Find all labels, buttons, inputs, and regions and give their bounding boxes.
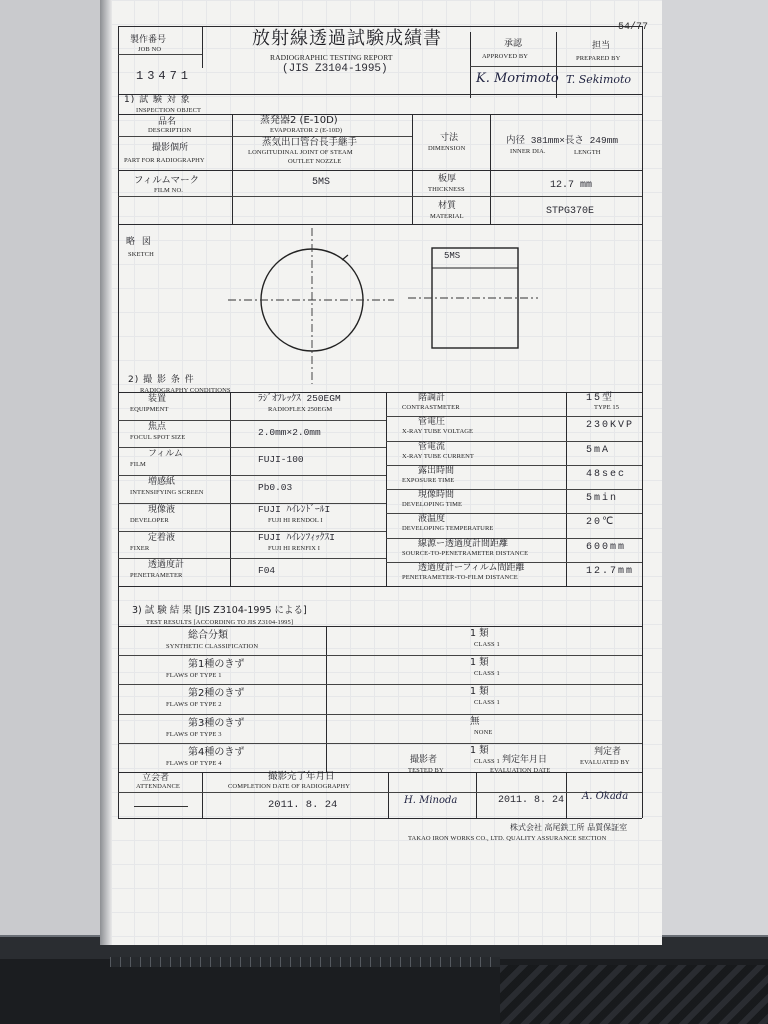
condition-label-jp: 線源ー透過度計間距離 (418, 538, 509, 549)
attendance-label-en: ATTENDANCE (136, 783, 180, 790)
condition-label-en: EQUIPMENT (130, 406, 169, 413)
film-mark-label-jp: フィルムマーク (134, 175, 200, 186)
row-divider (118, 655, 642, 656)
approved-label-jp: 承認 (504, 39, 523, 49)
description-label-en: DESCRIPTION (148, 127, 192, 134)
report-title-en: RADIOGRAPHIC TESTING REPORT (270, 53, 393, 62)
section1-title-jp: 1) 試 験 対 象 (124, 95, 191, 105)
result-label-jp: 第2種のきず (188, 688, 245, 700)
row-divider (118, 743, 642, 744)
attendance-blank (134, 806, 188, 807)
condition-label-en: DEVELOPING TIME (402, 501, 463, 508)
job-no-value: 13471 (136, 69, 193, 83)
result-label-en: FLAWS OF TYPE 3 (166, 730, 222, 738)
report-title-jp: 放射線透過試験成績書 (252, 28, 442, 49)
inner-dia-label: INNER DIA. (510, 148, 546, 155)
condition-label-en: FILM (130, 461, 146, 469)
result-label-en: FLAWS OF TYPE 1 (166, 672, 222, 680)
result-value-jp: 1 類 (470, 657, 489, 669)
condition-label-en: CONTRASTMETER (402, 404, 460, 411)
condition-value: ﾗｼﾞｵﾌﾚｯｸｽ 250EGM (258, 393, 341, 404)
description-label-jp: 品名 (158, 117, 177, 127)
condition-value-en: RADIOFLEX 250EGM (268, 406, 333, 413)
page-number: 54/77 (618, 22, 649, 33)
section3-title-jp: 3) 試 験 結 果 [JIS Z3104-1995 による] (132, 605, 307, 616)
part-value-jp: 蒸気出口管台長手継手 (262, 137, 358, 148)
condition-value: FUJI ﾊｲﾚﾝﾌｨｯｸｽI (258, 531, 335, 543)
tested-label-jp: 撮影者 (410, 755, 438, 765)
condition-label-en: INTENSIFYING SCREEN (130, 489, 204, 497)
condition-label-jp: 定着液 (148, 532, 176, 543)
condition-label-en: X-RAY TUBE CURRENT (402, 452, 474, 460)
row-divider (118, 475, 386, 476)
result-label-jp: 第3種のきず (188, 717, 245, 729)
condition-label-en: DEVELOPER (130, 516, 169, 524)
condition-label-jp: 透過度計ーフィルム間距離 (418, 562, 525, 573)
result-label-jp: 総合分類 (188, 630, 228, 641)
prepared-label-jp: 担当 (592, 41, 611, 51)
thickness-label-jp: 板厚 (438, 174, 457, 184)
evaluated-signature: A. Okada (582, 791, 629, 802)
attendance-label-jp: 立会者 (142, 773, 170, 783)
prepared-signature: T. Sekimoto (566, 73, 632, 86)
condition-label-jp: 焦点 (148, 421, 167, 432)
result-value-en: CLASS 1 (474, 670, 500, 678)
sketch-film-label: 5MS (444, 251, 461, 261)
condition-value-en: TYPE 15 (594, 404, 620, 411)
thickness-value: 12.7 mm (550, 180, 593, 191)
condition-label-jp: 露出時間 (418, 465, 455, 476)
condition-label-jp: 現像液 (148, 504, 176, 515)
condition-value: 5mA (586, 444, 611, 456)
report-standard: (JIS Z3104-1995) (282, 63, 388, 75)
result-value-jp: 1 類 (470, 686, 489, 698)
row-divider (118, 503, 386, 504)
job-no-label-jp: 製作番号 (130, 35, 167, 45)
condition-label-en: EXPOSURE TIME (402, 476, 455, 484)
condition-value-en: FUJI HI RENDOL I (268, 516, 323, 524)
row-divider (118, 531, 386, 532)
result-value-en: NONE (474, 728, 493, 736)
thickness-label-en: THICKNESS (428, 186, 465, 193)
material-value: STPG370E (546, 206, 595, 217)
row-divider (118, 420, 386, 421)
dimension-label-jp: 寸法 (440, 133, 459, 143)
film-no-label-en: FILM NO. (154, 187, 183, 194)
result-value-en: CLASS 1 (474, 641, 500, 648)
sketch-drawing (118, 224, 642, 390)
length-label: LENGTH (574, 149, 601, 156)
condition-value: 230KVP (586, 420, 635, 432)
condition-label-jp: 透過度計 (148, 560, 185, 571)
condition-label-jp: 管電圧 (418, 417, 446, 428)
evaluated-label-en: EVALUATED BY (580, 759, 630, 766)
part-label-jp: 撮影個所 (152, 143, 189, 153)
tested-label-en: TESTED BY (408, 767, 444, 774)
description-value-jp: 蒸発器2 (E-10D) (260, 115, 338, 126)
condition-value: F04 (258, 565, 276, 577)
material-label-en: MATERIAL (430, 213, 464, 220)
row-divider (118, 447, 386, 448)
condition-value-en: FUJI HI RENFIX I (268, 544, 320, 552)
section2-title-jp: 2) 撮 影 条 件 (128, 375, 195, 385)
condition-value: 12.7mm (586, 565, 635, 577)
sketch-title-en: SKETCH (128, 251, 154, 258)
condition-label-jp: 液温度 (418, 514, 446, 525)
condition-label-jp: フィルム (148, 449, 183, 460)
result-label-en: FLAWS OF TYPE 4 (166, 759, 222, 767)
evaluated-label-jp: 判定者 (594, 747, 622, 757)
condition-label-en: SOURCE-TO-PENETRAMETER DISTANCE (402, 549, 529, 557)
condition-value: 5min (586, 493, 619, 504)
binder-spine (100, 0, 112, 945)
result-value-en: CLASS 1 (474, 757, 500, 765)
condition-label-jp: 階調計 (418, 393, 446, 403)
condition-label-en: PENETRAMETER (130, 572, 183, 580)
dimension-label-en: DIMENSION (428, 145, 466, 152)
result-value-jp: 無 (470, 715, 480, 727)
approved-label-en: APPROVED BY (482, 53, 529, 60)
completion-date: 2011. 8. 24 (268, 799, 338, 811)
material-label-jp: 材質 (438, 201, 457, 211)
evaluation-label-jp: 判定年月日 (502, 755, 548, 765)
result-value-en: CLASS 1 (474, 699, 500, 707)
result-label-jp: 第1種のきず (188, 659, 245, 671)
prepared-label-en: PREPARED BY (576, 55, 621, 62)
description-value-en: EVAPORATOR 2 (E-10D) (270, 127, 343, 134)
row-divider (118, 714, 642, 715)
completion-label-en: COMPLETION DATE OF RADIOGRAPHY (228, 783, 350, 790)
result-value-jp: 1 類 (470, 628, 489, 639)
result-label-en: SYNTHETIC CLASSIFICATION (166, 643, 259, 650)
company-name-en: TAKAO IRON WORKS CO., LTD. QUALITY ASSURANCE SECTION (408, 835, 607, 842)
condition-label-jp: 管電流 (418, 441, 446, 452)
job-no-label-en: JOB NO (138, 46, 162, 53)
background-right (662, 0, 768, 935)
condition-label-en: PENETRAMETER-TO-FILM DISTANCE (402, 573, 518, 581)
condition-value: 15型 (586, 393, 615, 404)
part-label-en: PART FOR RADIOGRAPHY (124, 157, 205, 164)
condition-value: FUJI-100 (258, 454, 304, 466)
report-form (118, 26, 650, 842)
part-value-en-1: LONGITUDINAL JOINT OF STEAM (248, 149, 353, 156)
desk-surface (0, 935, 768, 1024)
result-value-jp: 1 類 (470, 744, 489, 756)
condition-label-en: FOCUL SPOT SIZE (130, 433, 186, 441)
film-mark-value: 5MS (312, 177, 331, 188)
dimension-value: 内径 381mm×長さ 249mm (506, 135, 619, 146)
section3-title-en: TEST RESULTS [ACCORDING TO JIS Z3104-1995] (146, 619, 294, 626)
condition-label-en: X-RAY TUBE VOLTAGE (402, 428, 474, 436)
condition-value: 48sec (586, 468, 627, 480)
condition-value: 2.0mm×2.0mm (258, 426, 321, 438)
row-divider (118, 684, 642, 685)
condition-label-jp: 装置 (148, 394, 167, 404)
approved-signature: K. Morimoto (476, 71, 559, 86)
result-label-jp: 第4種のきず (188, 746, 245, 758)
evaluation-label-en: EVALUATION DATE (490, 767, 551, 774)
evaluation-date: 2011. 8. 24 (498, 795, 565, 806)
completion-label-jp: 撮影完了年月日 (268, 771, 335, 782)
tested-signature: H. Minoda (404, 795, 458, 806)
section2-title-en: RADIOGRAPHY CONDITIONS (140, 387, 231, 394)
condition-label-en: DEVELOPING TEMPERATURE (402, 525, 494, 533)
condition-label-en: FIXER (130, 544, 150, 552)
background-left (0, 0, 106, 935)
section1-title-en: INSPECTION OBJECT (136, 107, 202, 114)
condition-label-jp: 現像時間 (418, 490, 455, 500)
result-label-en: FLAWS OF TYPE 2 (166, 701, 222, 709)
company-name-jp: 株式会社 高尾鉄工所 品質保証室 (510, 823, 628, 832)
condition-value: 600mm (586, 541, 627, 553)
condition-label-jp: 増感紙 (148, 477, 176, 488)
sketch-title-jp: 略 図 (126, 237, 153, 247)
condition-value: FUJI ﾊｲﾚﾝﾄﾞｰﾙI (258, 503, 331, 515)
part-value-en-2: OUTLET NOZZLE (288, 158, 342, 165)
condition-value: Pb0.03 (258, 482, 293, 494)
condition-value: 20℃ (586, 517, 616, 529)
